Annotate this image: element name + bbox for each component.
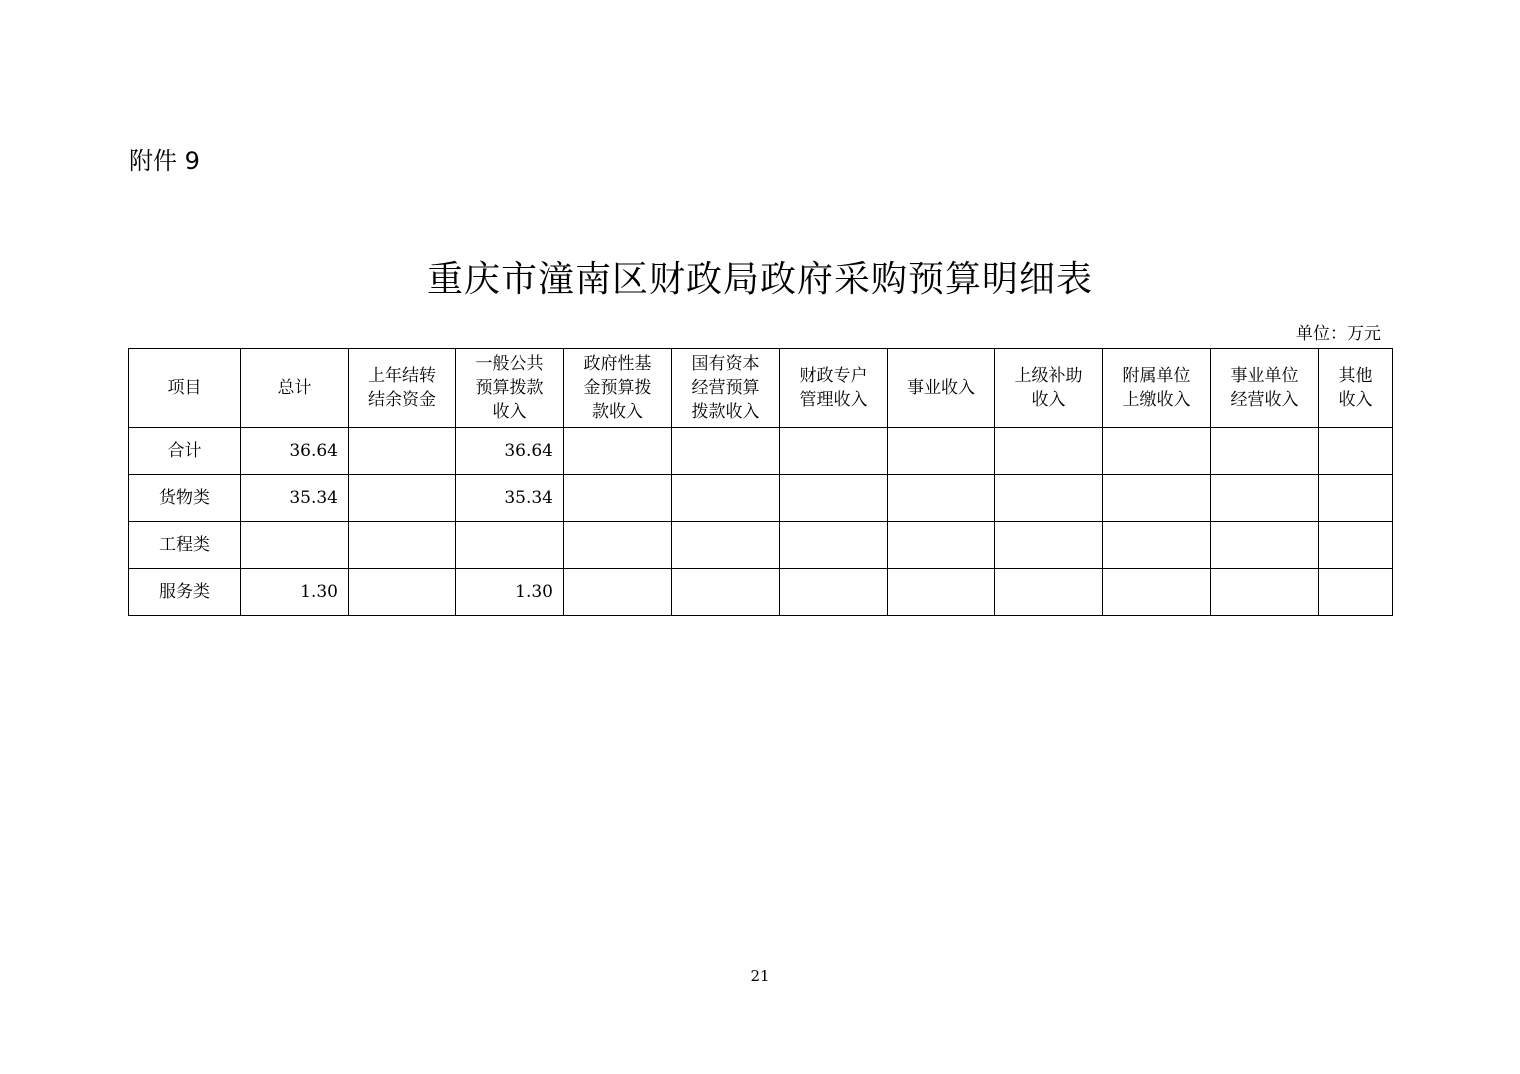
- cell: [780, 522, 888, 569]
- cell: [672, 475, 780, 522]
- cell: [1319, 522, 1393, 569]
- page-number: 21: [750, 967, 770, 985]
- cell: [349, 522, 456, 569]
- cell: [995, 569, 1103, 616]
- cell: [1319, 569, 1393, 616]
- header-cell-operating-income: 事业单位 经营收入: [1211, 349, 1319, 428]
- cell: [564, 475, 672, 522]
- cell: 1.30: [241, 569, 349, 616]
- cell: 1.30: [456, 569, 564, 616]
- cell: [241, 522, 349, 569]
- cell: [888, 569, 995, 616]
- cell: [1211, 522, 1319, 569]
- cell: [995, 428, 1103, 475]
- cell: [888, 428, 995, 475]
- header-cell-general-budget: 一般公共 预算拨款 收入: [456, 349, 564, 428]
- header-cell-special-account: 财政专户 管理收入: [780, 349, 888, 428]
- cell: [672, 569, 780, 616]
- cell: [564, 428, 672, 475]
- row-label: 服务类: [129, 569, 241, 616]
- header-cell-state-capital: 国有资本 经营预算 拨款收入: [672, 349, 780, 428]
- header-cell-business-income: 事业收入: [888, 349, 995, 428]
- header-cell-subsidiary-remit: 附属单位 上缴收入: [1103, 349, 1211, 428]
- row-label: 工程类: [129, 522, 241, 569]
- header-cell-item: 项目: [129, 349, 241, 428]
- cell: [456, 522, 564, 569]
- cell: [888, 475, 995, 522]
- cell: [1211, 569, 1319, 616]
- cell: [995, 522, 1103, 569]
- unit-label: 单位：万元: [1296, 324, 1381, 344]
- table-row: [129, 475, 1393, 522]
- cell: [349, 428, 456, 475]
- header-cell-other-income: 其他 收入: [1319, 349, 1393, 428]
- cell: [1319, 428, 1393, 475]
- cell: 36.64: [241, 428, 349, 475]
- cell: [1319, 475, 1393, 522]
- cell: 36.64: [456, 428, 564, 475]
- cell: [780, 569, 888, 616]
- cell: [349, 475, 456, 522]
- cell: 35.34: [456, 475, 564, 522]
- header-cell-total: 总计: [241, 349, 349, 428]
- cell: [780, 428, 888, 475]
- page-title: 重庆市潼南区财政局政府采购预算明细表: [426, 259, 1093, 300]
- cell: [672, 522, 780, 569]
- header-cell-carryover: 上年结转 结余资金: [349, 349, 456, 428]
- cell: [349, 569, 456, 616]
- table-row: [129, 569, 1393, 616]
- cell: [672, 428, 780, 475]
- cell: [564, 569, 672, 616]
- attachment-label: 附件 9: [129, 147, 200, 175]
- cell: [780, 475, 888, 522]
- table-row: [129, 522, 1393, 569]
- row-label: 合计: [129, 428, 241, 475]
- cell: [1211, 475, 1319, 522]
- row-label: 货物类: [129, 475, 241, 522]
- header-row: [129, 349, 1393, 428]
- header-cell-gov-fund: 政府性基 金预算拨 款收入: [564, 349, 672, 428]
- cell: [1103, 522, 1211, 569]
- cell: [1103, 569, 1211, 616]
- procurement-budget-table: [128, 348, 1393, 616]
- cell: 35.34: [241, 475, 349, 522]
- cell: [1103, 428, 1211, 475]
- cell: [1211, 428, 1319, 475]
- cell: [1103, 475, 1211, 522]
- cell: [995, 475, 1103, 522]
- cell: [564, 522, 672, 569]
- header-cell-superior-subsidy: 上级补助 收入: [995, 349, 1103, 428]
- cell: [888, 522, 995, 569]
- table-row: [129, 428, 1393, 475]
